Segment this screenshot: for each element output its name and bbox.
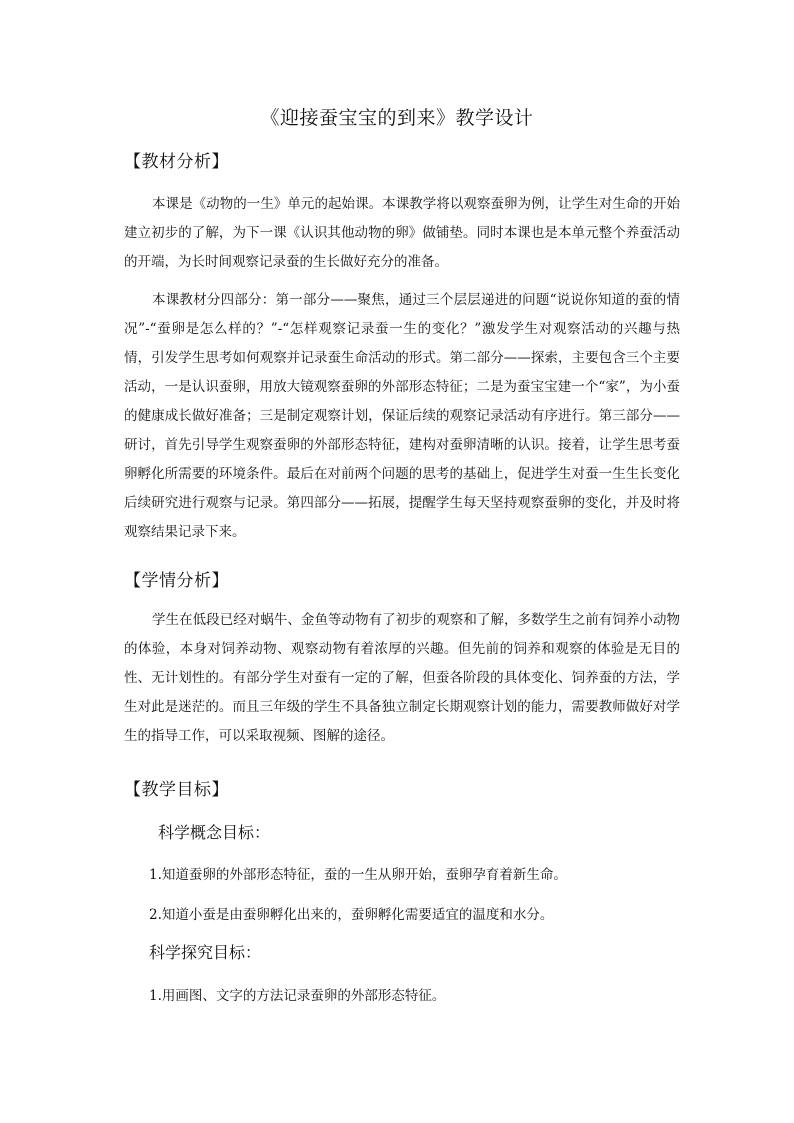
paragraph-textbook-intro: 本课是《动物的一生》单元的起始课。本课教学将以观察蚕卵为例，让学生对生命的开始建立初步的了解，为下一课《认识其他动物的卵》做铺垫。同时本课也是本单元整个养蚕活动的开端，为长时间观察记录蚕的生长做好充分的准备。 <box>124 196 680 270</box>
document-title: 《迎接蚕宝宝的到来》教学设计 <box>260 107 534 129</box>
section-heading-teaching-goals: 【教学目标】 <box>124 780 229 800</box>
paragraph-student-analysis: 学生在低段已经对蜗牛、金鱼等动物有了初步的观察和了解，多数学生之前有饲养小动物的体验，本身对饲养动物、观察动物有着浓厚的兴趣。但先前的饲养和观察的体验是无目的性、无计划性的。有部分学生对蚕有一定的了解，但蚕各阶段的具体变化、饲养蚕的方法，学生对此是迷茫的。而且三年级的学生不具备独立制定长期观察计划的能力，需要教师做好对学生的指导工作，可以采取视频、图解的途径。 <box>124 612 680 744</box>
subheading-science-concept-goals: 科学概念目标： <box>158 823 271 842</box>
section-heading-student-analysis: 【学情分析】 <box>124 571 229 591</box>
goal-item: 1.知道蚕卵的外部形态特征，蚕的一生从卵开始，蚕卵孕育着新生命。 <box>149 867 567 883</box>
goal-item: 2.知道小蚕是由蚕卵孵化出来的，蚕卵孵化需要适宜的温度和水分。 <box>149 907 554 923</box>
paragraph-textbook-parts: 本课教材分四部分：第一部分——聚焦，通过三个层层递进的问题“说说你知道的蚕的情况”-“蚕卵是怎么样的？”-“怎样观察记录蚕一生的变化？”激发学生对观察活动的兴趣与热情，引发学生思考如何观察并记录蚕生命活动的形式。第二部分——探索，主要包含三个主要活动，一是认识蚕卵，用放大镜观察蚕卵的外部形态特征；二是为蚕宝宝建一个“家”，为小蚕的健康成长做好准备；三是制定观察计划，保证后续的观察记录活动有序进行。第三部分——研讨，首先引导学生观察蚕卵的外部形态特征，建构对蚕卵清晰的认识。接着，让学生思考蚕卵孵化所需要的环境条件。最后在对前两个问题的思考的基础上，促进学生对蚕一生生长变化后续研究进行观察与记录。第四部分——拓展，提醒学生每天坚持观察蚕卵的变化，并及时将观察结果记录下来。 <box>124 292 680 540</box>
goal-item: 1.用画图、文字的方法记录蚕卵的外部形态特征。 <box>149 988 446 1004</box>
subheading-science-inquiry-goals: 科学探究目标： <box>149 943 262 962</box>
section-heading-textbook-analysis: 【教材分析】 <box>124 152 229 172</box>
